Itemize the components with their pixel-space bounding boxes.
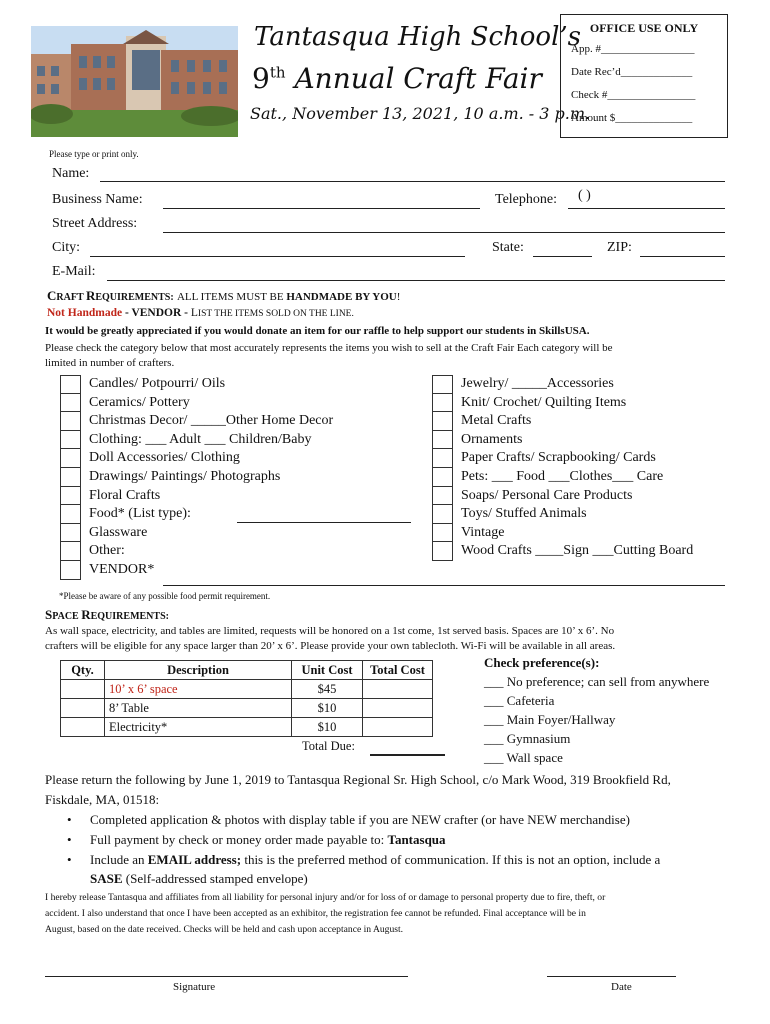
total-cost-cell[interactable]	[363, 718, 433, 737]
right-category-checkbox[interactable]	[432, 524, 453, 543]
name-label: Name:	[52, 166, 90, 181]
unit-cost-cell: $45	[292, 680, 363, 699]
food-type-field[interactable]	[237, 522, 411, 523]
telephone-parens: ( )	[578, 188, 591, 203]
heading-cap-c: C	[47, 288, 57, 303]
left-category-checkbox[interactable]	[60, 524, 81, 543]
total-cost-cell[interactable]	[363, 699, 433, 718]
category-instruction-1: Please check the category below that most accurately represents the items you wish to sell at the Craft Fair Each category will be	[45, 342, 613, 354]
left-category-checkbox[interactable]	[60, 412, 81, 431]
school-photo	[31, 26, 238, 137]
left-category-label: Glassware	[89, 524, 148, 540]
left-category-checkbox[interactable]	[60, 487, 81, 506]
space-equirements: EQUIREMENTS:	[90, 611, 169, 622]
office-use-box	[560, 14, 728, 138]
food-permit-note: *Please be aware of any possible food permit requirement.	[59, 591, 271, 601]
right-category-label: Ornaments	[461, 431, 523, 447]
vendor-line	[47, 307, 354, 319]
table-row	[61, 699, 433, 718]
space-pace: PACE	[52, 611, 82, 622]
sase-desc: (Self-addressed stamped envelope)	[122, 871, 308, 886]
left-category-checkbox[interactable]	[60, 542, 81, 561]
left-category-label: Doll Accessories/ Clothing	[89, 450, 240, 466]
business-field[interactable]	[163, 208, 480, 209]
left-category-checkbox[interactable]	[60, 394, 81, 413]
description-cell: Electricity*	[105, 718, 292, 737]
left-category-label: Floral Crafts	[89, 487, 161, 503]
office-amount-field[interactable]: Amount $______________	[571, 112, 693, 124]
heading-raft: RAFT	[56, 292, 86, 303]
not-handmade-text: Not Handmade	[47, 307, 123, 319]
release-line2: accident. I also understand that once I have been accepted as an exhibitor, the registration fee cannot be refunded. Final acceptance will be in	[45, 908, 586, 919]
street-label: Street Address:	[52, 216, 138, 231]
return-line1: Please return the following by June 1, 2019 to Tantasqua Regional Sr. High School, c/o Mark Wood, 319 Brookfield Rd,	[45, 772, 671, 787]
right-category-checkbox[interactable]	[432, 468, 453, 487]
description-cell: 8’ Table	[105, 699, 292, 718]
preference-option[interactable]: ___ Main Foyer/Hallway	[484, 712, 616, 727]
right-category-checkbox[interactable]	[432, 505, 453, 524]
preference-option[interactable]: ___ No preference; can sell from anywhere	[484, 674, 710, 689]
right-category-label: Pets: ___ Food ___Clothes___ Care	[461, 469, 664, 484]
edition-suffix: th	[269, 63, 286, 82]
release-line1: I hereby release Tantasqua and affiliates from all liability for personal injury and/or for loss of or damage to personal property due to fire, theft, or	[45, 892, 606, 903]
heading-cap-r: R	[85, 288, 96, 303]
heading-exclaim: !	[396, 291, 401, 303]
total-due-label: Total Due:	[302, 739, 355, 753]
qty-header: Qty.	[61, 661, 105, 680]
total-cost-header: Total Cost	[363, 661, 433, 680]
street-field[interactable]	[163, 232, 725, 233]
left-category-label: Christmas Decor/ _____Other Home Decor	[89, 413, 334, 429]
print-instruction: Please type or print only.	[49, 149, 139, 159]
business-label: Business Name:	[52, 192, 143, 207]
bullet-dot: •	[67, 852, 72, 867]
right-category-checkbox[interactable]	[432, 542, 453, 561]
left-category-label: Clothing: ___ Adult ___ Children/Baby	[89, 431, 312, 447]
bullet-email	[90, 852, 660, 868]
vendor-dash: -	[122, 307, 132, 319]
craft-requirements-heading	[47, 288, 400, 304]
right-category-label: Vintage	[461, 524, 505, 540]
cost-table	[60, 660, 433, 737]
sase-text: SASE	[90, 871, 123, 886]
raffle-note: It would be greatly appreciated if you would donate an item for our raffle to help support our students in SkillsUSA.	[45, 325, 590, 337]
bullet-dot: •	[67, 812, 72, 827]
telephone-field[interactable]	[568, 208, 725, 209]
vendor-label: VENDOR -	[131, 307, 191, 319]
left-category-checkbox[interactable]	[60, 375, 81, 394]
table-row	[61, 718, 433, 737]
right-category-checkbox[interactable]	[432, 449, 453, 468]
vendor-rest: IST THE ITEMS SOLD ON THE LINE.	[197, 309, 354, 319]
heading-all-items: ALL ITEMS MUST BE	[176, 291, 287, 303]
description-header: Description	[105, 661, 292, 680]
category-instruction-2: limited in number of crafters.	[45, 357, 175, 369]
right-category-checkbox[interactable]	[432, 412, 453, 431]
cost-table-header	[61, 661, 433, 680]
telephone-label: Telephone:	[495, 192, 557, 207]
city-label: City:	[52, 240, 81, 255]
right-category-checkbox[interactable]	[432, 394, 453, 413]
preference-option[interactable]: ___ Gymnasium	[484, 731, 571, 746]
left-category-label: Ceramics/ Pottery	[89, 394, 190, 410]
right-category-label: Toys/ Stuffed Animals	[461, 506, 587, 522]
vendor-items-field[interactable]	[163, 585, 725, 586]
bullet-dot: •	[67, 832, 72, 847]
heading-handmade: HANDMADE BY YOU	[286, 291, 397, 303]
left-category-checkbox[interactable]	[60, 561, 81, 580]
qty-cell[interactable]	[61, 699, 105, 718]
office-app-field[interactable]: App. #_________________	[571, 43, 695, 55]
left-category-checkbox[interactable]	[60, 468, 81, 487]
office-check-field[interactable]: Check #________________	[571, 89, 696, 101]
table-row	[61, 680, 433, 699]
unit-cost-cell: $10	[292, 699, 363, 718]
payment-text: Full payment by check or money order made payable to:	[90, 832, 388, 847]
signature-field[interactable]	[45, 976, 408, 977]
signature-label: Signature	[173, 981, 216, 993]
right-category-checkbox[interactable]	[432, 375, 453, 394]
left-category-label: Other:	[89, 543, 125, 559]
release-line3: August, based on the date received. Checks will be held and cash upon acceptance in August.	[45, 924, 404, 935]
space-requirements-heading	[45, 607, 169, 623]
left-category-checkbox[interactable]	[60, 431, 81, 450]
bullet-application: Completed application & photos with display table if you are NEW crafter (or have NEW merchandise)	[90, 812, 630, 827]
heading-equirements: EQUIREMENTS:	[95, 292, 174, 303]
preference-heading: Check preference(s):	[484, 655, 600, 670]
date-label: Date	[611, 981, 632, 993]
right-category-label: Soaps/ Personal Care Products	[461, 487, 633, 503]
bullet-payment	[90, 832, 446, 848]
fair-title-line2	[252, 62, 542, 95]
return-line2: Fiskdale, MA, 01518:	[45, 792, 160, 807]
city-field[interactable]	[90, 256, 465, 257]
payee-name: Tantasqua	[387, 832, 446, 847]
left-category-label: Food* (List type):	[89, 506, 191, 522]
unit-cost-header: Unit Cost	[292, 661, 363, 680]
preference-option[interactable]: ___ Cafeteria	[484, 693, 555, 708]
total-cost-cell[interactable]	[363, 680, 433, 699]
right-category-label: Knit/ Crochet/ Quilting Items	[461, 394, 627, 410]
edition-number: 9	[252, 62, 270, 95]
right-category-checkbox[interactable]	[432, 431, 453, 450]
vendor-cap-l: L	[190, 307, 198, 319]
email-field[interactable]	[107, 280, 725, 281]
qty-cell[interactable]	[61, 680, 105, 699]
left-category-label: VENDOR*	[89, 562, 155, 577]
qty-cell[interactable]	[61, 718, 105, 737]
email-label: E-Mail:	[52, 264, 96, 279]
right-category-label: Wood Crafts ____Sign ___Cutting Board	[461, 543, 694, 559]
office-heading: OFFICE USE ONLY	[589, 21, 699, 35]
email-text-c: this is the preferred method of communication. If this is not an option, include a	[241, 852, 661, 867]
total-due-field[interactable]	[370, 754, 445, 756]
right-category-label: Metal Crafts	[461, 413, 532, 429]
fair-name: Annual Craft Fair	[294, 62, 542, 95]
name-field[interactable]	[100, 181, 725, 182]
left-category-label: Candles/ Potpourri/ Oils	[89, 376, 226, 391]
right-category-label: Paper Crafts/ Scrapbooking/ Cards	[461, 450, 656, 466]
fair-title-line1: Tantasqua High School’s	[254, 22, 582, 52]
right-category-label: Jewelry/ _____Accessories	[461, 376, 614, 391]
left-category-label: Drawings/ Paintings/ Photographs	[89, 469, 281, 484]
email-text-a: Include an	[90, 852, 148, 867]
email-text-b: EMAIL address;	[147, 852, 242, 867]
unit-cost-cell: $10	[292, 718, 363, 737]
space-cap-r: R	[81, 607, 91, 622]
zip-label: ZIP:	[607, 240, 632, 255]
date-field[interactable]	[547, 976, 676, 977]
bullet-sase	[90, 871, 308, 887]
state-field[interactable]	[533, 256, 592, 257]
right-category-checkbox[interactable]	[432, 487, 453, 506]
state-label: State:	[492, 240, 524, 255]
left-category-checkbox[interactable]	[60, 505, 81, 524]
office-date-field[interactable]: Date Rec’d_____________	[571, 66, 693, 78]
space-info-line1: As wall space, electricity, and tables are limited, requests will be honored on a 1st come, 1st served basis. Spaces are 10’ x 6’. No	[45, 625, 615, 637]
space-info-line2: crafters will be eligible for any space larger than 20’ x 6’. Please provide your own tablecloth. Wi-Fi will be available in all areas.	[45, 640, 616, 652]
space-cap-s: S	[45, 607, 53, 622]
zip-field[interactable]	[640, 256, 725, 257]
fair-date: Sat., November 13, 2021, 10 a.m. - 3 p.m.	[250, 104, 591, 123]
left-category-checkbox[interactable]	[60, 449, 81, 468]
preference-option[interactable]: ___ Wall space	[484, 750, 563, 765]
description-cell: 10’ x 6’ space	[105, 680, 292, 699]
